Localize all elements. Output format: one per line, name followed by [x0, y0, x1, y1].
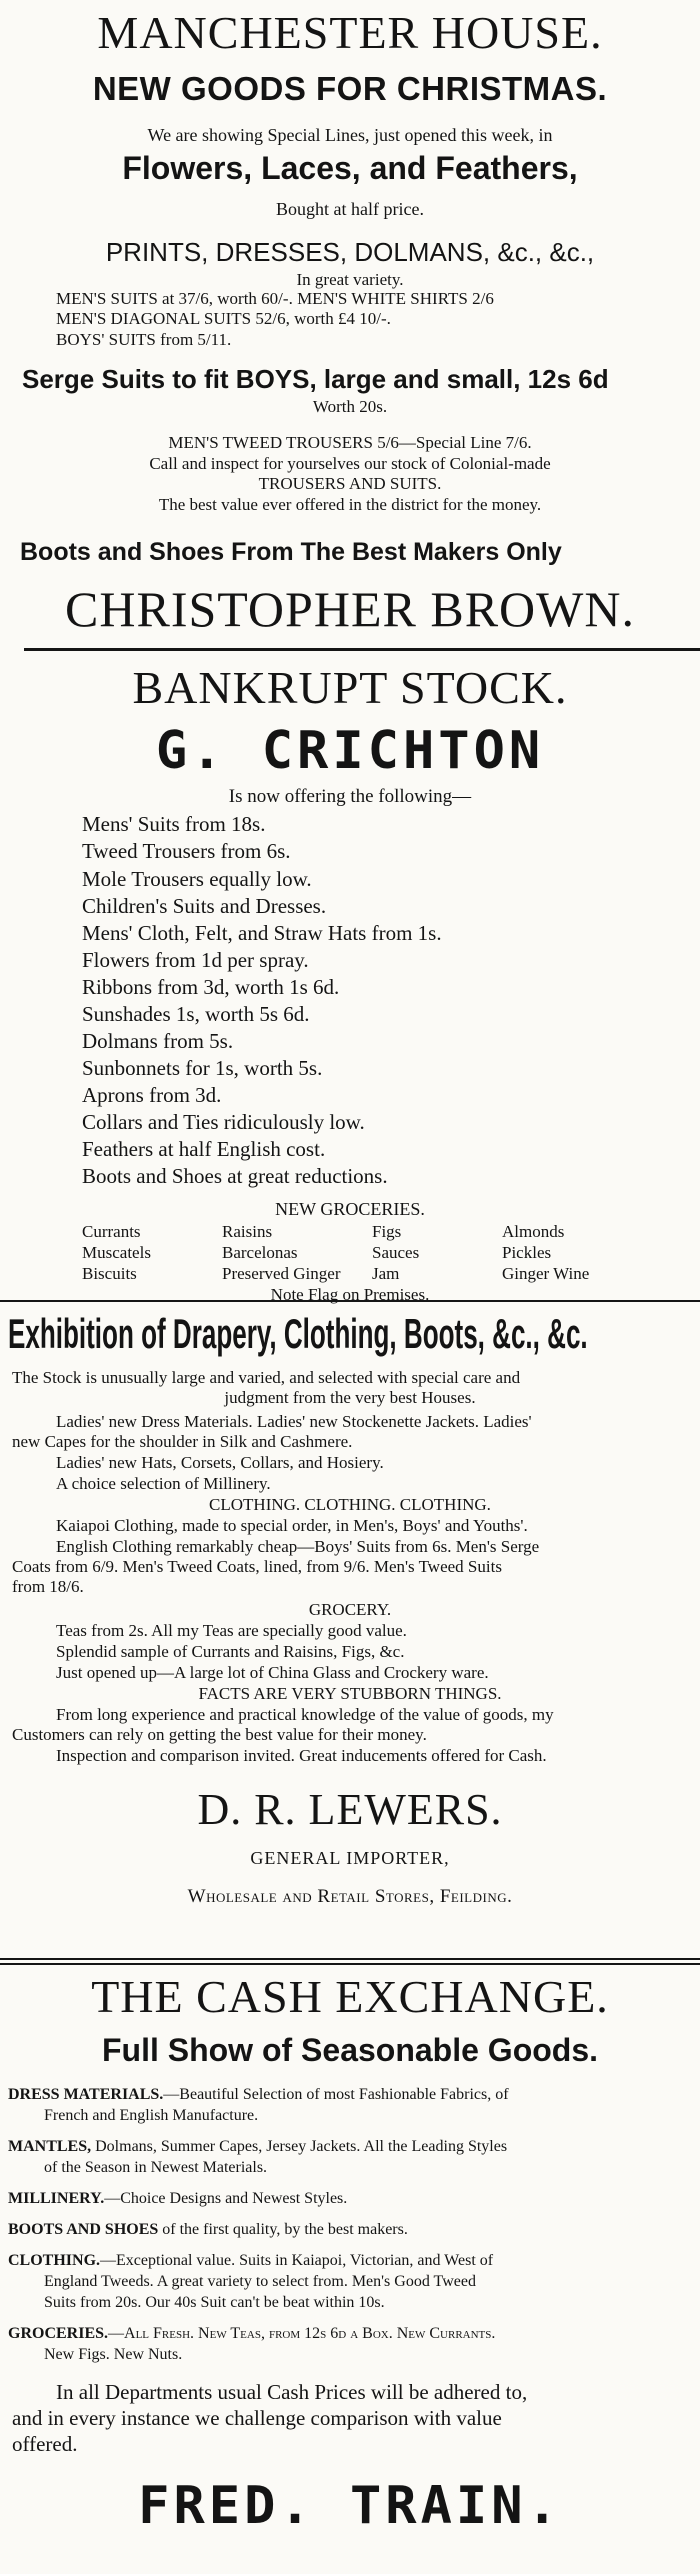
- offering-text: Is now offering the following—: [228, 786, 472, 807]
- grocery-item: Barcelonas: [222, 1243, 298, 1262]
- ad-bankrupt-stock: [0, 655, 700, 1304]
- dept-line: CLOTHING.—Exceptional value. Suits in Kaiapoi, Victorian, and West of: [8, 2252, 494, 2269]
- stock-item: Sunshades 1s, worth 5s 6d.: [82, 1002, 310, 1026]
- closing-line: offered.: [12, 2432, 78, 2456]
- ad-cash-exchange: [0, 1966, 700, 2574]
- importer-text: GENERAL IMPORTER,: [250, 1848, 450, 1868]
- advertiser-name: G. CRICHTON: [155, 721, 545, 781]
- price-line: MEN'S DIAGONAL SUITS 52/6, worth £4 10/-.: [56, 309, 391, 328]
- dept-heading: GROCERIES.: [8, 2325, 109, 2342]
- body-line: Just opened up—A large lot of China Glass and Crockery ware.: [56, 1663, 489, 1682]
- grocery-item: Sauces: [372, 1243, 420, 1262]
- grocery-item: Almonds: [502, 1222, 565, 1241]
- dept-line: MANTLES, Dolmans, Summer Capes, Jersey Jackets. All the Leading Styles: [8, 2138, 508, 2155]
- stock-item: Boots and Shoes at great reductions.: [82, 1164, 388, 1188]
- best-value-line: The best value ever offered in the district for the money.: [158, 495, 542, 514]
- flowers-heading: Flowers, Laces, and Feathers,: [122, 150, 578, 186]
- dept-cont: of the Season in Newest Materials.: [44, 2159, 268, 2176]
- ad-subtitle: Full Show of Seasonable Goods.: [101, 2032, 599, 2068]
- advertiser-name: FRED. TRAIN.: [138, 2476, 562, 2536]
- stock-item: Aprons from 3d.: [82, 1083, 222, 1107]
- body-line: English Clothing remarkably cheap—Boys' Suits from 6s. Men's Serge: [56, 1537, 540, 1556]
- dept-line: GROCERIES.—All Fresh. New Teas, from 12s 6d a Box. New Currants.: [8, 2325, 496, 2342]
- ad-subtitle: NEW GOODS FOR CHRISTMAS.: [92, 70, 608, 107]
- ad-divider: [0, 1958, 700, 1960]
- body-line: new Capes for the shoulder in Silk and Cashmere.: [12, 1432, 353, 1451]
- closing-line: In all Departments usual Cash Prices will be adhered to,: [56, 2380, 528, 2404]
- dept-heading: BOOTS AND SHOES: [8, 2221, 159, 2238]
- note-text: Note Flag on Premises.: [270, 1285, 430, 1304]
- price-line: MEN'S SUITS at 37/6, worth 60/-. MEN'S WHITE SHIRTS 2/6: [56, 289, 494, 308]
- groceries-heading: NEW GROCERIES.: [275, 1199, 425, 1219]
- ad-exhibition-drapery: [0, 1302, 700, 1962]
- grocery-item: Figs: [372, 1222, 402, 1241]
- ad-title: BANKRUPT STOCK.: [132, 662, 568, 713]
- grocery-item: Currants: [82, 1222, 141, 1241]
- stock-item: Collars and Ties ridiculously low.: [82, 1110, 365, 1134]
- worth-text: Worth 20s.: [312, 397, 388, 416]
- body-line: Splendid sample of Currants and Raisins, Figs, &c.: [56, 1642, 405, 1661]
- body-line: The Stock is unusually large and varied, and selected with special care and: [12, 1368, 521, 1387]
- body-line: Customers can rely on getting the best value for their money.: [12, 1725, 427, 1744]
- dept-cont: England Tweeds. A great variety to select from. Men's Good Tweed: [44, 2273, 476, 2290]
- body-line: Ladies' new Dress Materials. Ladies' new Stockenette Jackets. Ladies': [56, 1412, 532, 1431]
- ad-divider: [24, 648, 700, 651]
- body-line: Coats from 6/9. Men's Tweed Coats, lined, from 9/6. Men's Tweed Suits: [12, 1557, 502, 1576]
- half-price-text: Bought at half price.: [276, 199, 424, 219]
- intro-text: We are showing Special Lines, just opened this week, in: [147, 125, 553, 145]
- body-line: A choice selection of Millinery.: [56, 1474, 271, 1493]
- body-line: From long experience and practical knowledge of the value of goods, my: [56, 1705, 554, 1724]
- dept-cont: French and English Manufacture.: [44, 2107, 259, 2124]
- stock-item: Mens' Cloth, Felt, and Straw Hats from 1s.: [82, 921, 442, 945]
- advertiser-name: CHRISTOPHER BROWN.: [65, 581, 635, 637]
- body-line: Kaiapoi Clothing, made to special order, in Men's, Boys' and Youths'.: [56, 1516, 528, 1535]
- grocery-item: Muscatels: [82, 1243, 151, 1262]
- body-line: Teas from 2s. All my Teas are specially good value.: [56, 1621, 407, 1640]
- ad-title: Exhibition of Drapery, Clothing, Boots, &c., &c.: [8, 1310, 588, 1357]
- dept-heading: CLOTHING.: [8, 2252, 101, 2269]
- stock-item: Ribbons from 3d, worth 1s 6d.: [82, 975, 340, 999]
- body-line: Inspection and comparison invited. Great inducements offered for Cash.: [56, 1746, 547, 1765]
- grocery-item: Pickles: [502, 1243, 552, 1262]
- serge-heading: Serge Suits to fit BOYS, large and small, 12s 6d: [22, 364, 609, 394]
- grocery-item: Biscuits: [82, 1264, 137, 1283]
- dept-line: BOOTS AND SHOES of the first quality, by the best makers.: [8, 2221, 408, 2238]
- advertiser-name: D. R. LEWERS.: [197, 1785, 503, 1834]
- stock-item: Dolmans from 5s.: [82, 1029, 234, 1053]
- stock-item: Feathers at half English cost.: [82, 1137, 326, 1161]
- ad-manchester-house: [0, 0, 700, 655]
- variety-text: In great variety.: [296, 270, 404, 289]
- closing-line: and in every instance we challenge comparison with value: [12, 2406, 502, 2430]
- dept-heading: MILLINERY.: [8, 2190, 105, 2207]
- groceries-table: [82, 1221, 642, 1284]
- body-line: judgment from the very best Houses.: [224, 1388, 476, 1407]
- boots-heading: Boots and Shoes From The Best Makers Only: [20, 538, 562, 566]
- grocery-item: Preserved Ginger: [222, 1264, 341, 1283]
- body-line: from 18/6.: [12, 1577, 84, 1596]
- prints-heading: PRINTS, DRESSES, DOLMANS, &c., &c.,: [105, 237, 595, 267]
- tweed-line: MEN'S TWEED TROUSERS 5/6—Special Line 7/6.: [168, 433, 532, 452]
- trousers-line: TROUSERS AND SUITS.: [258, 474, 442, 493]
- ad-title: MANCHESTER HOUSE.: [97, 7, 603, 58]
- ad-title: THE CASH EXCHANGE.: [91, 1971, 609, 2022]
- stock-item: Sunbonnets for 1s, worth 5s.: [82, 1056, 323, 1080]
- dept-cont: New Figs. New Nuts.: [44, 2346, 183, 2363]
- facts-heading: FACTS ARE VERY STUBBORN THINGS.: [198, 1684, 502, 1703]
- dept-cont: Suits from 20s. Our 40s Suit can't be beat within 10s.: [44, 2294, 385, 2311]
- grocery-item: Ginger Wine: [502, 1264, 590, 1283]
- body-line: Ladies' new Hats, Corsets, Collars, and Hosiery.: [56, 1453, 384, 1472]
- dept-line: MILLINERY.—Choice Designs and Newest Styles.: [8, 2190, 348, 2207]
- grocery-item: Jam: [372, 1264, 400, 1283]
- stock-item: Tweed Trousers from 6s.: [82, 839, 291, 863]
- dept-heading: DRESS MATERIALS.: [8, 2086, 164, 2103]
- grocery-heading: GROCERY.: [308, 1600, 392, 1619]
- price-line: BOYS' SUITS from 5/11.: [56, 330, 232, 349]
- stock-item: Flowers from 1d per spray.: [82, 948, 309, 972]
- stores-text: Wholesale and Retail Stores, Feilding.: [187, 1886, 513, 1907]
- clothing-heading: CLOTHING. CLOTHING. CLOTHING.: [209, 1495, 491, 1514]
- stock-item: Mole Trousers equally low.: [82, 867, 312, 891]
- ad-divider: [0, 1963, 700, 1965]
- grocery-item: Raisins: [222, 1222, 273, 1241]
- dept-line: DRESS MATERIALS.—Beautiful Selection of most Fashionable Fabrics, of: [8, 2086, 509, 2103]
- stock-item: Children's Suits and Dresses.: [82, 894, 327, 918]
- call-line: Call and inspect for yourselves our stock of Colonial-made: [149, 454, 551, 473]
- dept-heading: MANTLES,: [8, 2138, 92, 2155]
- stock-item: Mens' Suits from 18s.: [82, 812, 266, 836]
